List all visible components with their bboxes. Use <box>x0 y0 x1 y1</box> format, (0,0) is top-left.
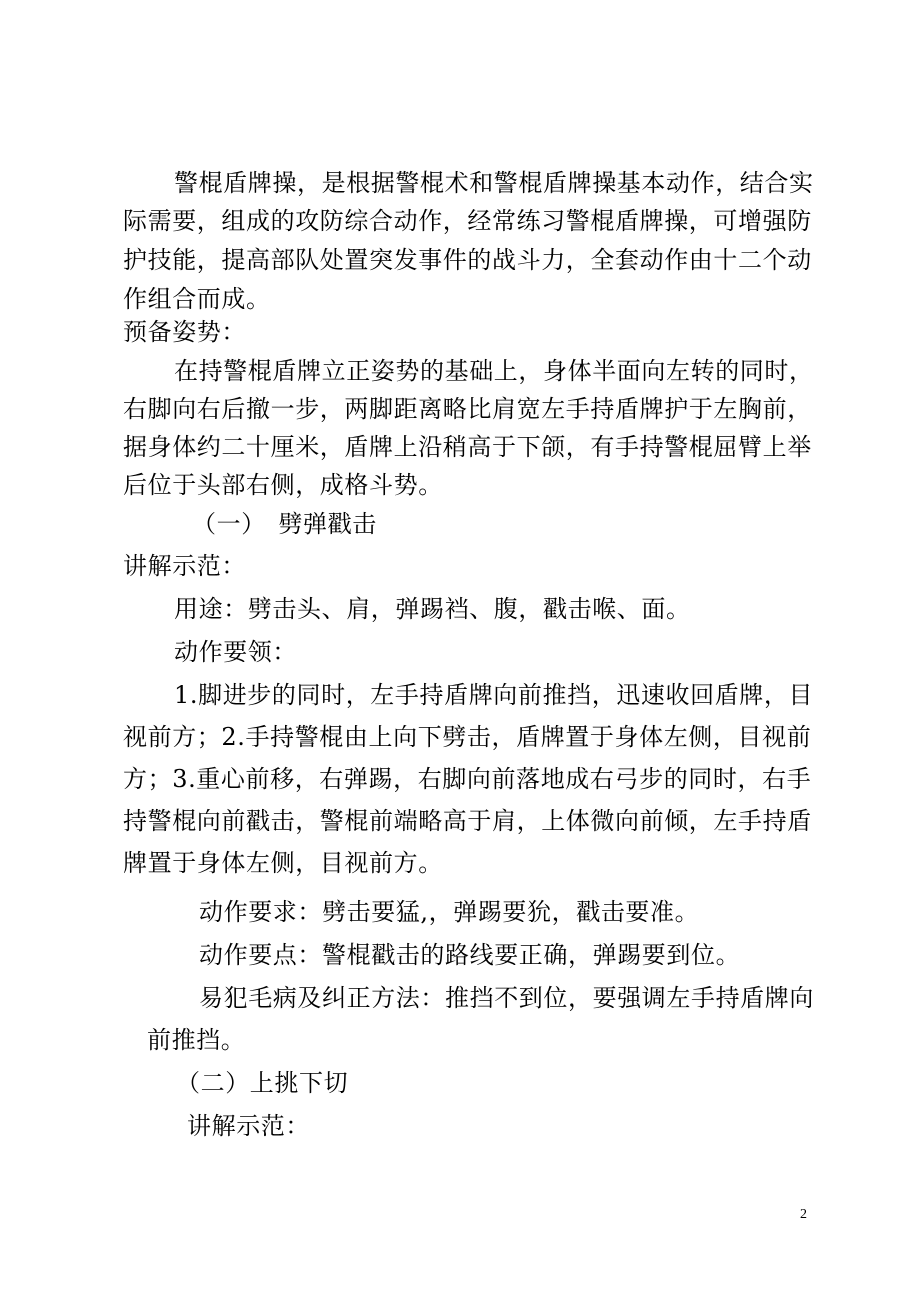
section-1-errors-line-2: 前推挡。 <box>147 1026 246 1054</box>
page-number: 2 <box>800 1207 807 1222</box>
ready-stance-heading: 预备姿势： <box>123 318 246 346</box>
section-2-explain-label: 讲解示范： <box>187 1112 310 1140</box>
section-2-title: （二）上挑下切 <box>176 1069 349 1097</box>
ready-stance-line-4: 后位于头部右侧，成格斗势。 <box>123 471 443 499</box>
section-1-key-points: 动作要点：警棍戳击的路线要正确，弹踢要到位。 <box>199 941 741 969</box>
section-1-essentials-line-5: 牌置于身体左侧，目视前方。 <box>123 849 443 877</box>
section-1-essentials-line-2: 视前方；2.手持警棍由上向下劈击，盾牌置于身体左侧，目视前 <box>123 723 812 751</box>
section-1-usage: 用途：劈击头、肩，弹踢裆、腹，戳击喉、面。 <box>174 595 691 623</box>
section-1-essentials-label: 动作要领： <box>174 638 297 666</box>
intro-line-1: 警棍盾牌操，是根据警棍术和警棍盾牌操基本动作，结合实 <box>174 169 814 197</box>
ready-stance-line-2: 右脚向右后撤一步，两脚距离略比肩宽左手持盾牌护于左胸前， <box>123 395 812 423</box>
intro-line-2: 际需要，组成的攻防综合动作，经常练习警棍盾牌操，可增强防 <box>123 207 812 235</box>
section-1-essentials-line-4: 持警棍向前戳击，警棍前端略高于肩，上体微向前倾，左手持盾 <box>123 807 812 835</box>
section-1-essentials-line-3: 方；3.重心前移，右弹踢，右脚向前落地成右弓步的同时，右手 <box>123 765 812 793</box>
ready-stance-line-1: 在持警棍盾牌立正姿势的基础上，身体半面向左转的同时， <box>174 357 814 385</box>
section-1-title: （一） 劈弹戳击 <box>192 510 377 538</box>
intro-line-4: 作组合而成。 <box>123 285 271 313</box>
section-1-errors-line-1: 易犯毛病及纠正方法：推挡不到位，要强调左手持盾牌向 <box>199 984 814 1012</box>
section-1-essentials-line-1: 1.脚进步的同时，左手持盾牌向前推挡，迅速收回盾牌，目 <box>174 681 814 709</box>
intro-line-3: 护技能，提高部队处置突发事件的战斗力，全套动作由十二个动 <box>123 246 812 274</box>
ready-stance-line-3: 据身体约二十厘米，盾牌上沿稍高于下颌，有手持警棍屈臂上举 <box>123 433 812 461</box>
section-1-requirements: 动作要求：劈击要猛,，弹踢要狁，戳击要准。 <box>199 898 700 926</box>
section-1-explain-label: 讲解示范： <box>123 552 246 580</box>
